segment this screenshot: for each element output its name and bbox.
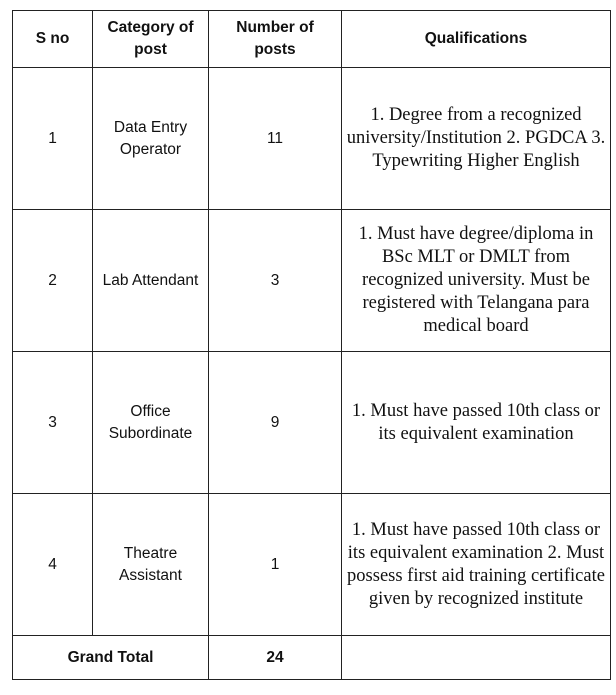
row-sno: 4 bbox=[13, 494, 93, 636]
row-number: 11 bbox=[209, 68, 342, 210]
table-header-row bbox=[13, 11, 611, 68]
row-category bbox=[93, 210, 209, 352]
row-number: 3 bbox=[209, 210, 342, 352]
row-category-label: Data Entry Operator bbox=[113, 118, 188, 158]
row-category-label: Theatre Assistant bbox=[119, 544, 182, 584]
posts-document bbox=[12, 10, 610, 680]
row-sno: 2 bbox=[13, 210, 93, 352]
row-sno: 1 bbox=[13, 68, 93, 210]
row-category bbox=[93, 352, 209, 494]
row-qualifications: 1. Must have degree/diploma in BSc MLT or DMLT from recognized university. Must be registered with Telangana para medical board bbox=[342, 210, 611, 352]
header-qualifications: Qualifications bbox=[342, 11, 611, 68]
row-qualifications: 1. Must have passed 10th class or its equivalent examination 2. Must possess first aid training certificate given by recognized institute bbox=[342, 494, 611, 636]
header-number-label: Number of posts bbox=[236, 19, 314, 58]
row-category-label: Lab Attendant bbox=[102, 271, 199, 289]
grand-total-empty-cell bbox=[342, 636, 611, 680]
header-category bbox=[93, 11, 209, 68]
table-row bbox=[13, 210, 611, 352]
header-sno: S no bbox=[13, 11, 93, 68]
row-category-label: Office Subordinate bbox=[108, 402, 193, 442]
grand-total-label: Grand Total bbox=[13, 636, 209, 680]
row-number: 9 bbox=[209, 352, 342, 494]
posts-table bbox=[12, 10, 611, 680]
row-category bbox=[93, 494, 209, 636]
table-row bbox=[13, 494, 611, 636]
grand-total-row bbox=[13, 636, 611, 680]
table-row bbox=[13, 68, 611, 210]
header-number bbox=[209, 11, 342, 68]
row-qualifications: 1. Must have passed 10th class or its equivalent examination bbox=[342, 352, 611, 494]
row-number: 1 bbox=[209, 494, 342, 636]
header-category-label: Category of post bbox=[107, 19, 194, 58]
row-category bbox=[93, 68, 209, 210]
row-qualifications: 1. Degree from a recognized university/Institution 2. PGDCA 3. Typewriting Higher English bbox=[342, 68, 611, 210]
table-row bbox=[13, 352, 611, 494]
grand-total-value: 24 bbox=[209, 636, 342, 680]
row-sno: 3 bbox=[13, 352, 93, 494]
